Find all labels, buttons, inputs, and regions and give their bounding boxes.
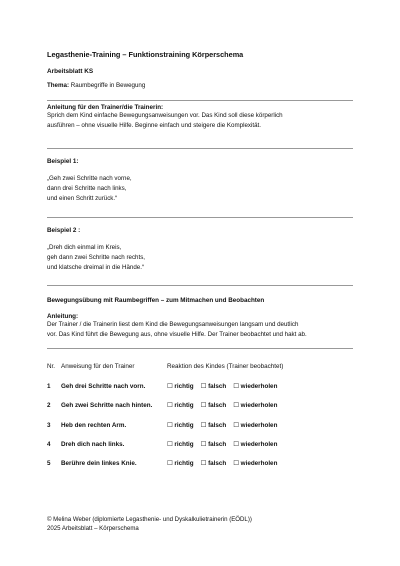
checkbox-icon[interactable]: ☐ xyxy=(167,440,173,448)
checkbox-label: falsch xyxy=(208,440,227,448)
table-row xyxy=(47,402,284,421)
checkbox-label: wiederholen xyxy=(240,402,278,410)
table-header-row xyxy=(47,363,284,383)
row-instruction: Geh zwei Schritte nach hinten. xyxy=(61,402,153,410)
exercise-line: vor. Das Kind führt die Bewegung aus, ohne visuelle Hilfe. Der Trainer beobachtet und hakt ab. xyxy=(47,331,307,338)
checkbox-label: wiederholen xyxy=(240,440,278,448)
checkbox-label: falsch xyxy=(208,460,227,468)
divider xyxy=(47,148,353,149)
instructions-line: Sprich dem Kind einfache Bewegungsanweisungen vor. Das Kind soll diese körperlich xyxy=(47,112,283,119)
instructions-heading: Anleitung für den Trainer/die Trainerin: xyxy=(47,104,164,111)
divider xyxy=(47,217,353,218)
divider xyxy=(47,285,353,286)
checkbox-label: falsch xyxy=(208,421,227,429)
table-row xyxy=(47,422,284,441)
checkbox-option-richtig[interactable] xyxy=(167,402,201,421)
divider xyxy=(47,348,353,349)
exercise-line: Der Trainer / die Trainerin liest dem Kind die Bewegungsanweisungen langsam und deutlich xyxy=(47,321,299,328)
row-number: 1 xyxy=(47,383,51,390)
checkbox-icon[interactable]: ☐ xyxy=(233,421,239,429)
row-instruction: Berühre dein linkes Knie. xyxy=(61,460,137,468)
checkbox-option-richtig[interactable] xyxy=(167,441,201,460)
checkbox-label: richtig xyxy=(174,383,194,390)
checkbox-label: falsch xyxy=(208,402,227,410)
header-instruction: Anweisung für den Trainer xyxy=(61,363,135,370)
checkbox-icon[interactable]: ☐ xyxy=(233,460,239,468)
checkbox-option-richtig[interactable] xyxy=(167,422,201,441)
checkbox-option-falsch[interactable] xyxy=(201,460,234,479)
example-line: dann drei Schritte nach links, xyxy=(47,185,127,192)
checkbox-option-falsch[interactable] xyxy=(201,441,234,460)
theme-label: Thema: xyxy=(47,82,70,89)
checkbox-option-wiederholen[interactable] xyxy=(233,460,284,479)
checkbox-icon[interactable]: ☐ xyxy=(167,421,173,429)
checkbox-option-richtig[interactable] xyxy=(167,460,201,479)
checkbox-icon[interactable]: ☐ xyxy=(167,383,173,390)
checkbox-icon[interactable]: ☐ xyxy=(200,402,207,410)
row-instruction: Dreh dich nach links. xyxy=(61,440,125,448)
exercise-heading: Bewegungsübung mit Raumbegriffen – zum Mitmachen und Beobachten xyxy=(47,297,265,304)
checkbox-icon[interactable]: ☐ xyxy=(200,440,207,448)
checkbox-option-richtig[interactable] xyxy=(167,383,201,402)
checkbox-label: wiederholen xyxy=(240,383,278,390)
checkbox-icon[interactable]: ☐ xyxy=(200,421,207,429)
example-line: geh dann zwei Schritte nach rechts, xyxy=(47,254,146,261)
checkbox-icon[interactable]: ☐ xyxy=(233,402,239,410)
example-line: „Dreh dich einmal im Kreis, xyxy=(47,244,122,251)
checkbox-icon[interactable]: ☐ xyxy=(200,383,207,390)
checkbox-label: wiederholen xyxy=(240,421,278,429)
checkbox-option-wiederholen[interactable] xyxy=(233,402,284,421)
table-row xyxy=(47,441,284,460)
checkbox-option-wiederholen[interactable] xyxy=(233,422,284,441)
theme-line xyxy=(47,82,145,89)
exercise-table xyxy=(47,363,284,479)
example-line: und klatsche dreimal in die Hände.“ xyxy=(47,264,144,271)
exercise-subheading: Anleitung: xyxy=(47,313,79,320)
header-nr: Nr. xyxy=(47,363,56,370)
checkbox-label: falsch xyxy=(208,383,227,390)
checkbox-option-wiederholen[interactable] xyxy=(233,383,284,402)
example-2-text xyxy=(47,243,145,273)
checkbox-option-falsch[interactable] xyxy=(201,383,234,402)
footer-copyright: © Melina Weber (diplomierte Legasthenie- und Dyskalkulietrainerin (EÖDL)) xyxy=(47,516,252,523)
row-number: 2 xyxy=(47,402,51,410)
row-number: 5 xyxy=(47,460,51,468)
checkbox-label: richtig xyxy=(174,440,194,448)
checkbox-icon[interactable]: ☐ xyxy=(200,460,207,468)
example-1-heading: Beispiel 1: xyxy=(47,158,79,165)
row-instruction: Heb den rechten Arm. xyxy=(61,421,127,429)
checkbox-icon[interactable]: ☐ xyxy=(233,383,239,390)
checkbox-icon[interactable]: ☐ xyxy=(167,460,173,468)
theme-value: Raumbegriffe in Bewegung xyxy=(70,82,146,89)
page-title: Legasthenie-Training – Funktionstraining Körperschema xyxy=(47,50,244,59)
instructions-line: ausführen – ohne visuelle Hilfe. Beginne einfach und steigere die Komplexität. xyxy=(47,122,261,129)
checkbox-option-wiederholen[interactable] xyxy=(233,441,284,460)
header-reaction: Reaktion des Kindes (Trainer beobachtet) xyxy=(167,363,284,370)
instructions-text xyxy=(47,111,353,131)
divider xyxy=(47,100,353,101)
example-line: und einen Schritt zurück.“ xyxy=(47,195,118,202)
checkbox-label: wiederholen xyxy=(240,460,278,468)
checkbox-icon[interactable]: ☐ xyxy=(233,440,239,448)
row-number: 3 xyxy=(47,421,51,429)
checkbox-label: richtig xyxy=(174,460,194,468)
table-row xyxy=(47,460,284,479)
checkbox-option-falsch[interactable] xyxy=(201,402,234,421)
row-instruction: Geh drei Schritte nach vorn. xyxy=(61,383,146,390)
example-1-text xyxy=(47,174,132,204)
example-line: „Geh zwei Schritte nach vorne, xyxy=(47,175,132,182)
example-2-heading: Beispiel 2 : xyxy=(47,227,81,234)
table-row xyxy=(47,383,284,402)
checkbox-label: richtig xyxy=(174,402,194,410)
row-number: 4 xyxy=(47,440,51,448)
checkbox-label: richtig xyxy=(174,421,194,429)
exercise-instructions xyxy=(47,320,353,340)
sheet-label: Arbeitsblatt KS xyxy=(47,68,94,75)
checkbox-option-falsch[interactable] xyxy=(201,422,234,441)
checkbox-icon[interactable]: ☐ xyxy=(167,402,173,410)
footer-sheet: 2025 Arbeitsblatt – Körperschema xyxy=(47,525,139,532)
